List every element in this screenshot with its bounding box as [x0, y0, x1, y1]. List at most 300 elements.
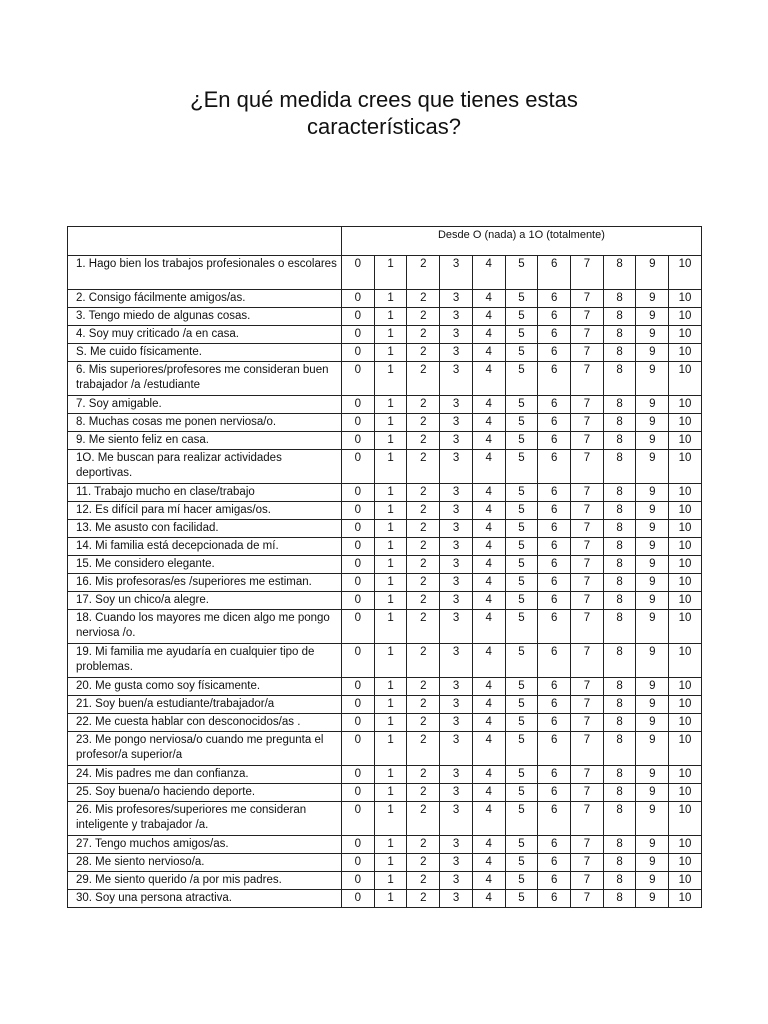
scale-option[interactable]: 9 [636, 854, 669, 872]
scale-option[interactable]: 10 [669, 890, 702, 908]
scale-option[interactable]: 8 [603, 396, 636, 414]
scale-option[interactable]: 8 [603, 854, 636, 872]
scale-option[interactable]: 2 [407, 678, 440, 696]
scale-option[interactable]: 4 [472, 766, 505, 784]
scale-option[interactable]: 4 [472, 732, 505, 766]
scale-option[interactable]: 7 [571, 556, 604, 574]
scale-option[interactable]: 8 [603, 290, 636, 308]
scale-option[interactable]: 6 [538, 696, 571, 714]
scale-option[interactable]: 5 [505, 836, 538, 854]
scale-option[interactable]: 3 [440, 854, 473, 872]
scale-option[interactable]: 7 [571, 592, 604, 610]
scale-option[interactable]: 0 [342, 290, 375, 308]
scale-option[interactable]: 2 [407, 644, 440, 678]
scale-option[interactable]: 4 [472, 432, 505, 450]
scale-option[interactable]: 0 [342, 766, 375, 784]
scale-option[interactable]: 8 [603, 308, 636, 326]
scale-option[interactable]: 5 [505, 326, 538, 344]
scale-option[interactable]: 4 [472, 854, 505, 872]
scale-option[interactable]: 4 [472, 872, 505, 890]
scale-option[interactable]: 5 [505, 644, 538, 678]
scale-option[interactable]: 2 [407, 714, 440, 732]
scale-option[interactable]: 5 [505, 766, 538, 784]
scale-option[interactable]: 5 [505, 592, 538, 610]
scale-option[interactable]: 8 [603, 450, 636, 484]
scale-option[interactable]: 10 [669, 644, 702, 678]
scale-option[interactable]: 1 [374, 574, 407, 592]
scale-option[interactable]: 9 [636, 678, 669, 696]
scale-option[interactable]: 10 [669, 538, 702, 556]
scale-option[interactable]: 2 [407, 784, 440, 802]
scale-option[interactable]: 10 [669, 326, 702, 344]
scale-option[interactable]: 9 [636, 766, 669, 784]
scale-option[interactable]: 0 [342, 450, 375, 484]
scale-option[interactable]: 1 [374, 872, 407, 890]
scale-option[interactable]: 2 [407, 592, 440, 610]
scale-option[interactable]: 5 [505, 556, 538, 574]
scale-option[interactable]: 6 [538, 678, 571, 696]
scale-option[interactable]: 10 [669, 784, 702, 802]
scale-option[interactable]: 9 [636, 644, 669, 678]
scale-option[interactable]: 3 [440, 836, 473, 854]
scale-option[interactable]: 3 [440, 396, 473, 414]
scale-option[interactable]: 7 [571, 714, 604, 732]
scale-option[interactable]: 9 [636, 714, 669, 732]
scale-option[interactable]: 4 [472, 290, 505, 308]
scale-option[interactable]: 0 [342, 732, 375, 766]
scale-option[interactable]: 10 [669, 714, 702, 732]
scale-option[interactable]: 9 [636, 592, 669, 610]
scale-option[interactable]: 0 [342, 610, 375, 644]
scale-option[interactable]: 2 [407, 696, 440, 714]
scale-option[interactable]: 6 [538, 538, 571, 556]
scale-option[interactable]: 6 [538, 610, 571, 644]
scale-option[interactable]: 2 [407, 538, 440, 556]
scale-option[interactable]: 2 [407, 766, 440, 784]
scale-option[interactable]: 7 [571, 696, 604, 714]
scale-option[interactable]: 8 [603, 414, 636, 432]
scale-option[interactable]: 9 [636, 556, 669, 574]
scale-option[interactable]: 7 [571, 344, 604, 362]
scale-option[interactable]: 6 [538, 290, 571, 308]
scale-option[interactable]: 3 [440, 556, 473, 574]
scale-option[interactable]: 7 [571, 644, 604, 678]
scale-option[interactable]: 8 [603, 784, 636, 802]
scale-option[interactable]: 2 [407, 890, 440, 908]
scale-option[interactable]: 0 [342, 326, 375, 344]
scale-option[interactable]: 9 [636, 414, 669, 432]
scale-option[interactable]: 9 [636, 538, 669, 556]
scale-option[interactable]: 7 [571, 256, 604, 290]
scale-option[interactable]: 2 [407, 396, 440, 414]
scale-option[interactable]: 8 [603, 644, 636, 678]
scale-option[interactable]: 7 [571, 836, 604, 854]
scale-option[interactable]: 2 [407, 290, 440, 308]
scale-option[interactable]: 4 [472, 362, 505, 396]
scale-option[interactable]: 3 [440, 732, 473, 766]
scale-option[interactable]: 7 [571, 802, 604, 836]
scale-option[interactable]: 7 [571, 326, 604, 344]
scale-option[interactable]: 2 [407, 450, 440, 484]
scale-option[interactable]: 8 [603, 520, 636, 538]
scale-option[interactable]: 0 [342, 802, 375, 836]
scale-option[interactable]: 4 [472, 308, 505, 326]
scale-option[interactable]: 5 [505, 432, 538, 450]
scale-option[interactable]: 5 [505, 574, 538, 592]
scale-option[interactable]: 7 [571, 766, 604, 784]
scale-option[interactable]: 6 [538, 784, 571, 802]
scale-option[interactable]: 1 [374, 256, 407, 290]
scale-option[interactable]: 1 [374, 520, 407, 538]
scale-option[interactable]: 10 [669, 802, 702, 836]
scale-option[interactable]: 10 [669, 308, 702, 326]
scale-option[interactable]: 6 [538, 574, 571, 592]
scale-option[interactable]: 10 [669, 610, 702, 644]
scale-option[interactable]: 7 [571, 610, 604, 644]
scale-option[interactable]: 7 [571, 414, 604, 432]
scale-option[interactable]: 4 [472, 396, 505, 414]
scale-option[interactable]: 8 [603, 344, 636, 362]
scale-option[interactable]: 5 [505, 714, 538, 732]
scale-option[interactable]: 1 [374, 308, 407, 326]
scale-option[interactable]: 2 [407, 556, 440, 574]
scale-option[interactable]: 2 [407, 802, 440, 836]
scale-option[interactable]: 6 [538, 766, 571, 784]
scale-option[interactable]: 5 [505, 610, 538, 644]
scale-option[interactable]: 4 [472, 890, 505, 908]
scale-option[interactable]: 1 [374, 890, 407, 908]
scale-option[interactable]: 3 [440, 344, 473, 362]
scale-option[interactable]: 7 [571, 484, 604, 502]
scale-option[interactable]: 7 [571, 872, 604, 890]
scale-option[interactable]: 3 [440, 520, 473, 538]
scale-option[interactable]: 3 [440, 592, 473, 610]
scale-option[interactable]: 5 [505, 802, 538, 836]
scale-option[interactable]: 8 [603, 502, 636, 520]
scale-option[interactable]: 6 [538, 344, 571, 362]
scale-option[interactable]: 0 [342, 344, 375, 362]
scale-option[interactable]: 1 [374, 484, 407, 502]
scale-option[interactable]: 1 [374, 396, 407, 414]
scale-option[interactable]: 8 [603, 556, 636, 574]
scale-option[interactable]: 2 [407, 344, 440, 362]
scale-option[interactable]: 1 [374, 714, 407, 732]
scale-option[interactable]: 9 [636, 836, 669, 854]
scale-option[interactable]: 5 [505, 396, 538, 414]
scale-option[interactable]: 5 [505, 414, 538, 432]
scale-option[interactable]: 10 [669, 766, 702, 784]
scale-option[interactable]: 10 [669, 484, 702, 502]
scale-option[interactable]: 2 [407, 484, 440, 502]
scale-option[interactable]: 3 [440, 872, 473, 890]
scale-option[interactable]: 8 [603, 890, 636, 908]
scale-option[interactable]: 4 [472, 484, 505, 502]
scale-option[interactable]: 9 [636, 396, 669, 414]
scale-option[interactable]: 5 [505, 308, 538, 326]
scale-option[interactable]: 1 [374, 784, 407, 802]
scale-option[interactable]: 5 [505, 854, 538, 872]
scale-option[interactable]: 5 [505, 256, 538, 290]
scale-option[interactable]: 8 [603, 484, 636, 502]
scale-option[interactable]: 7 [571, 538, 604, 556]
scale-option[interactable]: 5 [505, 696, 538, 714]
scale-option[interactable]: 6 [538, 520, 571, 538]
scale-option[interactable]: 1 [374, 502, 407, 520]
scale-option[interactable]: 0 [342, 714, 375, 732]
scale-option[interactable]: 2 [407, 326, 440, 344]
scale-option[interactable]: 7 [571, 574, 604, 592]
scale-option[interactable]: 9 [636, 696, 669, 714]
scale-option[interactable]: 0 [342, 854, 375, 872]
scale-option[interactable]: 3 [440, 326, 473, 344]
scale-option[interactable]: 6 [538, 396, 571, 414]
scale-option[interactable]: 7 [571, 396, 604, 414]
scale-option[interactable]: 3 [440, 308, 473, 326]
scale-option[interactable]: 10 [669, 256, 702, 290]
scale-option[interactable]: 5 [505, 678, 538, 696]
scale-option[interactable]: 6 [538, 836, 571, 854]
scale-option[interactable]: 9 [636, 450, 669, 484]
scale-option[interactable]: 3 [440, 290, 473, 308]
scale-option[interactable]: 9 [636, 802, 669, 836]
scale-option[interactable]: 8 [603, 766, 636, 784]
scale-option[interactable]: 3 [440, 450, 473, 484]
scale-option[interactable]: 7 [571, 308, 604, 326]
scale-option[interactable]: 8 [603, 592, 636, 610]
scale-option[interactable]: 3 [440, 714, 473, 732]
scale-option[interactable]: 4 [472, 678, 505, 696]
scale-option[interactable]: 9 [636, 290, 669, 308]
scale-option[interactable]: 6 [538, 484, 571, 502]
scale-option[interactable]: 9 [636, 484, 669, 502]
scale-option[interactable]: 5 [505, 520, 538, 538]
scale-option[interactable]: 1 [374, 644, 407, 678]
scale-option[interactable]: 10 [669, 344, 702, 362]
scale-option[interactable]: 10 [669, 696, 702, 714]
scale-option[interactable]: 8 [603, 574, 636, 592]
scale-option[interactable]: 9 [636, 890, 669, 908]
scale-option[interactable]: 4 [472, 696, 505, 714]
scale-option[interactable]: 0 [342, 696, 375, 714]
scale-option[interactable]: 6 [538, 326, 571, 344]
scale-option[interactable]: 0 [342, 836, 375, 854]
scale-option[interactable]: 1 [374, 732, 407, 766]
scale-option[interactable]: 4 [472, 784, 505, 802]
scale-option[interactable]: 0 [342, 256, 375, 290]
scale-option[interactable]: 0 [342, 556, 375, 574]
scale-option[interactable]: 4 [472, 644, 505, 678]
scale-option[interactable]: 1 [374, 592, 407, 610]
scale-option[interactable]: 1 [374, 290, 407, 308]
scale-option[interactable]: 1 [374, 802, 407, 836]
scale-option[interactable]: 7 [571, 432, 604, 450]
scale-option[interactable]: 1 [374, 450, 407, 484]
scale-option[interactable]: 3 [440, 256, 473, 290]
scale-option[interactable]: 5 [505, 872, 538, 890]
scale-option[interactable]: 10 [669, 362, 702, 396]
scale-option[interactable]: 1 [374, 362, 407, 396]
scale-option[interactable]: 7 [571, 520, 604, 538]
scale-option[interactable]: 4 [472, 836, 505, 854]
scale-option[interactable]: 10 [669, 432, 702, 450]
scale-option[interactable]: 4 [472, 538, 505, 556]
scale-option[interactable]: 1 [374, 610, 407, 644]
scale-option[interactable]: 4 [472, 714, 505, 732]
scale-option[interactable]: 0 [342, 538, 375, 556]
scale-option[interactable]: 2 [407, 520, 440, 538]
scale-option[interactable]: 0 [342, 520, 375, 538]
scale-option[interactable]: 4 [472, 414, 505, 432]
scale-option[interactable]: 5 [505, 290, 538, 308]
scale-option[interactable]: 0 [342, 872, 375, 890]
scale-option[interactable]: 3 [440, 414, 473, 432]
scale-option[interactable]: 7 [571, 732, 604, 766]
scale-option[interactable]: 5 [505, 732, 538, 766]
scale-option[interactable]: 2 [407, 362, 440, 396]
scale-option[interactable]: 2 [407, 854, 440, 872]
scale-option[interactable]: 3 [440, 678, 473, 696]
scale-option[interactable]: 9 [636, 256, 669, 290]
scale-option[interactable]: 8 [603, 732, 636, 766]
scale-option[interactable]: 3 [440, 610, 473, 644]
scale-option[interactable]: 9 [636, 784, 669, 802]
scale-option[interactable]: 4 [472, 502, 505, 520]
scale-option[interactable]: 3 [440, 644, 473, 678]
scale-option[interactable]: 0 [342, 574, 375, 592]
scale-option[interactable]: 1 [374, 696, 407, 714]
scale-option[interactable]: 6 [538, 502, 571, 520]
scale-option[interactable]: 3 [440, 574, 473, 592]
scale-option[interactable]: 2 [407, 732, 440, 766]
scale-option[interactable]: 2 [407, 610, 440, 644]
scale-option[interactable]: 1 [374, 414, 407, 432]
scale-option[interactable]: 5 [505, 502, 538, 520]
scale-option[interactable]: 4 [472, 592, 505, 610]
scale-option[interactable]: 3 [440, 696, 473, 714]
scale-option[interactable]: 10 [669, 450, 702, 484]
scale-option[interactable]: 3 [440, 362, 473, 396]
scale-option[interactable]: 1 [374, 678, 407, 696]
scale-option[interactable]: 2 [407, 308, 440, 326]
scale-option[interactable]: 7 [571, 450, 604, 484]
scale-option[interactable]: 9 [636, 502, 669, 520]
scale-option[interactable]: 4 [472, 344, 505, 362]
scale-option[interactable]: 5 [505, 484, 538, 502]
scale-option[interactable]: 8 [603, 696, 636, 714]
scale-option[interactable]: 6 [538, 556, 571, 574]
scale-option[interactable]: 1 [374, 854, 407, 872]
scale-option[interactable]: 8 [603, 836, 636, 854]
scale-option[interactable]: 8 [603, 256, 636, 290]
scale-option[interactable]: 1 [374, 556, 407, 574]
scale-option[interactable]: 8 [603, 678, 636, 696]
scale-option[interactable]: 1 [374, 766, 407, 784]
scale-option[interactable]: 9 [636, 344, 669, 362]
scale-option[interactable]: 2 [407, 432, 440, 450]
scale-option[interactable]: 10 [669, 854, 702, 872]
scale-option[interactable]: 6 [538, 414, 571, 432]
scale-option[interactable]: 7 [571, 290, 604, 308]
scale-option[interactable]: 5 [505, 890, 538, 908]
scale-option[interactable]: 6 [538, 592, 571, 610]
scale-option[interactable]: 10 [669, 520, 702, 538]
scale-option[interactable]: 8 [603, 326, 636, 344]
scale-option[interactable]: 9 [636, 362, 669, 396]
scale-option[interactable]: 5 [505, 538, 538, 556]
scale-option[interactable]: 2 [407, 836, 440, 854]
scale-option[interactable]: 1 [374, 538, 407, 556]
scale-option[interactable]: 3 [440, 890, 473, 908]
scale-option[interactable]: 10 [669, 556, 702, 574]
scale-option[interactable]: 0 [342, 644, 375, 678]
scale-option[interactable]: 8 [603, 610, 636, 644]
scale-option[interactable]: 4 [472, 326, 505, 344]
scale-option[interactable]: 6 [538, 890, 571, 908]
scale-option[interactable]: 0 [342, 784, 375, 802]
scale-option[interactable]: 4 [472, 610, 505, 644]
scale-option[interactable]: 4 [472, 556, 505, 574]
scale-option[interactable]: 7 [571, 678, 604, 696]
scale-option[interactable]: 6 [538, 644, 571, 678]
scale-option[interactable]: 8 [603, 714, 636, 732]
scale-option[interactable]: 6 [538, 714, 571, 732]
scale-option[interactable]: 2 [407, 502, 440, 520]
scale-option[interactable]: 2 [407, 574, 440, 592]
scale-option[interactable]: 0 [342, 678, 375, 696]
scale-option[interactable]: 2 [407, 414, 440, 432]
scale-option[interactable]: 6 [538, 450, 571, 484]
scale-option[interactable]: 4 [472, 450, 505, 484]
scale-option[interactable]: 3 [440, 802, 473, 836]
scale-option[interactable]: 5 [505, 450, 538, 484]
scale-option[interactable]: 0 [342, 396, 375, 414]
scale-option[interactable]: 4 [472, 574, 505, 592]
scale-option[interactable]: 0 [342, 414, 375, 432]
scale-option[interactable]: 9 [636, 432, 669, 450]
scale-option[interactable]: 3 [440, 432, 473, 450]
scale-option[interactable]: 10 [669, 732, 702, 766]
scale-option[interactable]: 7 [571, 784, 604, 802]
scale-option[interactable]: 6 [538, 256, 571, 290]
scale-option[interactable]: 1 [374, 836, 407, 854]
scale-option[interactable]: 0 [342, 432, 375, 450]
scale-option[interactable]: 0 [342, 308, 375, 326]
scale-option[interactable]: 3 [440, 784, 473, 802]
scale-option[interactable]: 3 [440, 766, 473, 784]
scale-option[interactable]: 3 [440, 502, 473, 520]
scale-option[interactable]: 10 [669, 678, 702, 696]
scale-option[interactable]: 8 [603, 802, 636, 836]
scale-option[interactable]: 1 [374, 432, 407, 450]
scale-option[interactable]: 6 [538, 732, 571, 766]
scale-option[interactable]: 7 [571, 362, 604, 396]
scale-option[interactable]: 0 [342, 502, 375, 520]
scale-option[interactable]: 10 [669, 574, 702, 592]
scale-option[interactable]: 10 [669, 502, 702, 520]
scale-option[interactable]: 6 [538, 854, 571, 872]
scale-option[interactable]: 7 [571, 502, 604, 520]
scale-option[interactable]: 9 [636, 732, 669, 766]
scale-option[interactable]: 0 [342, 592, 375, 610]
scale-option[interactable]: 0 [342, 362, 375, 396]
scale-option[interactable]: 8 [603, 538, 636, 556]
scale-option[interactable]: 8 [603, 432, 636, 450]
scale-option[interactable]: 6 [538, 308, 571, 326]
scale-option[interactable]: 9 [636, 574, 669, 592]
scale-option[interactable]: 3 [440, 484, 473, 502]
scale-option[interactable]: 4 [472, 256, 505, 290]
scale-option[interactable]: 7 [571, 890, 604, 908]
